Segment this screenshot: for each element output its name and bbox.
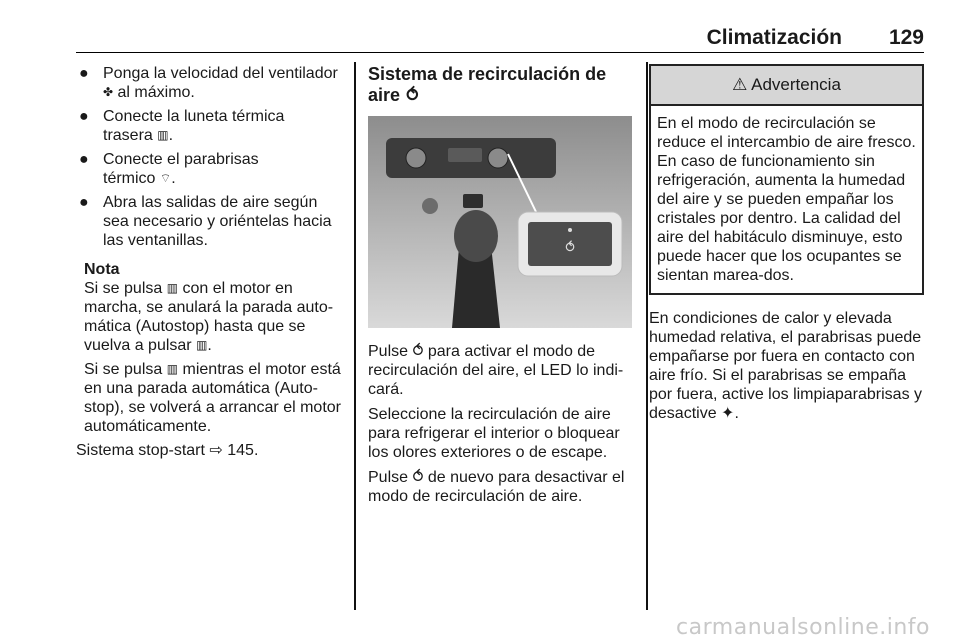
note-paragraph: Si se pulsa ▥ mientras el motor está en una parada automática (Auto-stop), se volverá a arrancar el motor automáticamente. bbox=[84, 361, 341, 435]
page-number: 129 bbox=[888, 26, 924, 49]
rear-defrost-icon: ▥ bbox=[157, 128, 169, 142]
arrow-icon: ⇨ bbox=[209, 442, 223, 459]
cross-reference: Sistema stop-start ⇨ 145. bbox=[76, 442, 259, 459]
note-paragraph: Si se pulsa ▥ con el motor en marcha, se anulará la parada auto-mática (Autostop) hasta que se vuelva a pulsar ▥. bbox=[84, 280, 334, 354]
paragraph: Pulse ⥀ para activar el modo de recirculación del aire, el LED lo indi-cará. bbox=[368, 343, 624, 398]
note-heading: Nota bbox=[84, 261, 120, 278]
dashboard-photo bbox=[368, 116, 632, 328]
warning-body: En el modo de recirculación se reduce el intercambio de aire fresco. En caso de funcionamiento sin refrigeración, aumenta la humedad del aire y se pueden empañar los cristales por dentro. La calidad del aire del habitáculo disminuye, esto puede hacer que los ocupantes se sientan marea-dos. bbox=[657, 115, 916, 284]
column-right bbox=[649, 64, 924, 428]
page-link[interactable]: 145. bbox=[227, 442, 259, 459]
list-item: ● Ponga la velocidad del ventilador ✤ al máximo. bbox=[79, 65, 338, 101]
windscreen-heater-icon: ⌔ bbox=[159, 171, 172, 185]
warning-icon: ⚠ bbox=[732, 75, 748, 94]
rear-defrost-icon: ▥ bbox=[196, 338, 208, 352]
bullet-dot: ● bbox=[79, 65, 89, 82]
paragraph: Pulse ⥀ de nuevo para desactivar el modo de recirculación de aire. bbox=[368, 469, 625, 505]
column-middle bbox=[368, 64, 632, 512]
warning-box bbox=[649, 64, 924, 295]
svg-text:⥀: ⥀ bbox=[565, 239, 575, 255]
rear-defrost-icon: ▥ bbox=[166, 362, 179, 376]
warning-title: Advertencia bbox=[751, 75, 841, 94]
paragraph: En condiciones de calor y elevada humedad relativa, el parabrisas puede empañarse por fuera en contacto con aire frío. Si el parabrisas se empaña por fuera, active los limpiaparabrisas y desactive ✦. bbox=[649, 310, 923, 422]
list-item: ● Conecte el parabrisas térmico ⌔. bbox=[79, 151, 259, 187]
rear-defrost-icon: ▥ bbox=[166, 281, 179, 295]
note-block bbox=[76, 260, 344, 436]
bullet-dot: ● bbox=[79, 108, 89, 125]
section-heading: Sistema de recirculación de aire ⥀ bbox=[368, 64, 607, 105]
column-divider bbox=[646, 62, 648, 610]
page-header bbox=[76, 22, 924, 53]
section-title: Climatización bbox=[706, 26, 842, 49]
recirculation-icon: ⥀ bbox=[405, 85, 421, 105]
defog-icon: ✦ bbox=[721, 405, 735, 422]
recirculation-icon: ⥀ bbox=[412, 343, 424, 360]
warning-header bbox=[651, 66, 922, 106]
console-illustration bbox=[368, 116, 632, 328]
column-divider bbox=[354, 62, 356, 610]
bullet-dot: ● bbox=[79, 194, 89, 211]
list-item: ● Conecte la luneta térmica trasera ▥. bbox=[79, 108, 285, 144]
list-item: ● Abra las salidas de aire según sea necesario y oriéntelas hacia las ventanillas. bbox=[79, 194, 332, 249]
bullet-dot: ● bbox=[79, 151, 89, 168]
recirculation-icon: ⥀ bbox=[412, 469, 424, 486]
fan-icon: ✤ bbox=[103, 85, 114, 99]
paragraph: Seleccione la recirculación de aire para refrigerar el interior o bloquear los olores exteriores o de escape. bbox=[368, 406, 620, 461]
column-left bbox=[76, 64, 344, 465]
watermark: carmanualsonline.info bbox=[676, 615, 930, 640]
